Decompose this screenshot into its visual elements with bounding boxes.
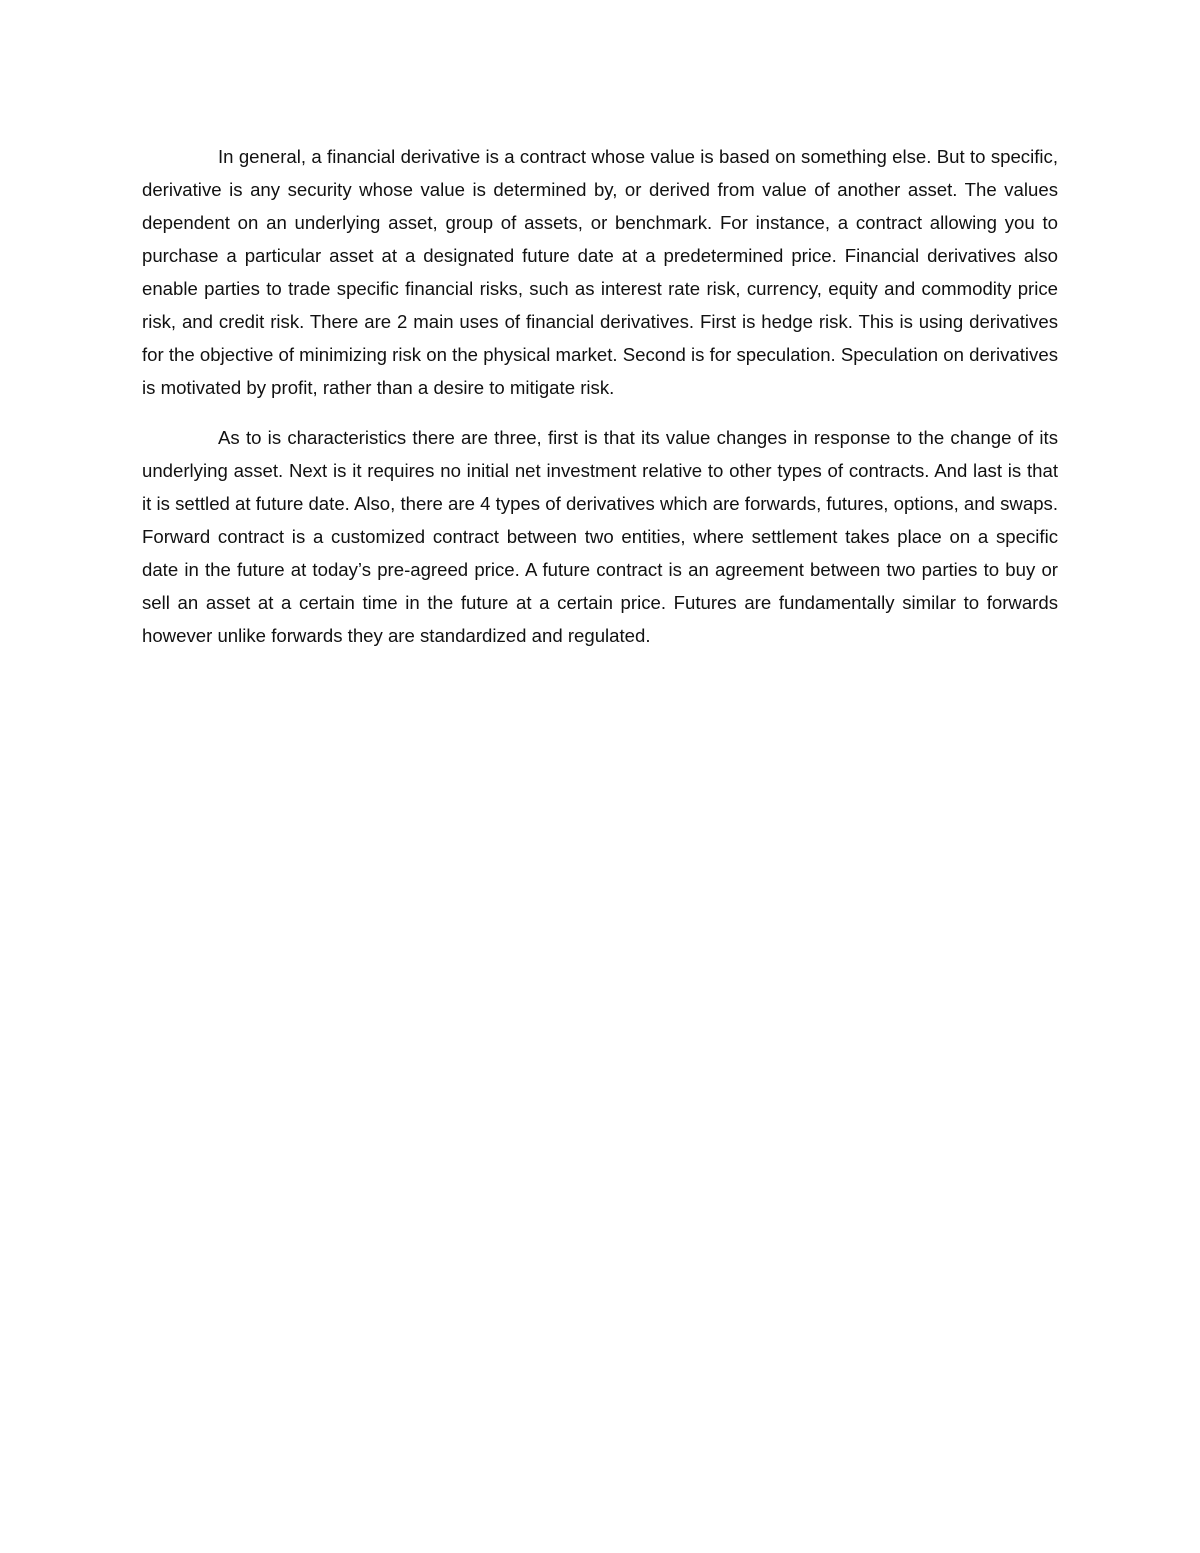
- paragraph-2: As to is characteristics there are three, first is that its value changes in response to the change of its underlying asset. Next is it requires no initial net investment relative to other types of contracts. And last is that it is settled at future date. Also, there are 4 types of derivatives which are forwards, futures, options, and swaps. Forward contract is a customized contract between two entities, where settlement takes place on a specific date in the future at today’s pre-agreed price. A future contract is an agreement between two parties to buy or sell an asset at a certain time in the future at a certain price. Futures are fundamentally similar to forwards however unlike forwards they are standardized and regulated.: [142, 427, 1058, 646]
- document-body: [142, 140, 1058, 669]
- paragraph-1: In general, a financial derivative is a contract whose value is based on something else. But to specific, derivative is any security whose value is determined by, or derived from value of another asset. The values dependent on an underlying asset, group of assets, or benchmark. For instance, a contract allowing you to purchase a particular asset at a designated future date at a predetermined price. Financial derivatives also enable parties to trade specific financial risks, such as interest rate risk, currency, equity and commodity price risk, and credit risk. There are 2 main uses of financial derivatives. First is hedge risk. This is using derivatives for the objective of minimizing risk on the physical market. Second is for speculation. Speculation on derivatives is motivated by profit, rather than a desire to mitigate risk.: [142, 146, 1058, 398]
